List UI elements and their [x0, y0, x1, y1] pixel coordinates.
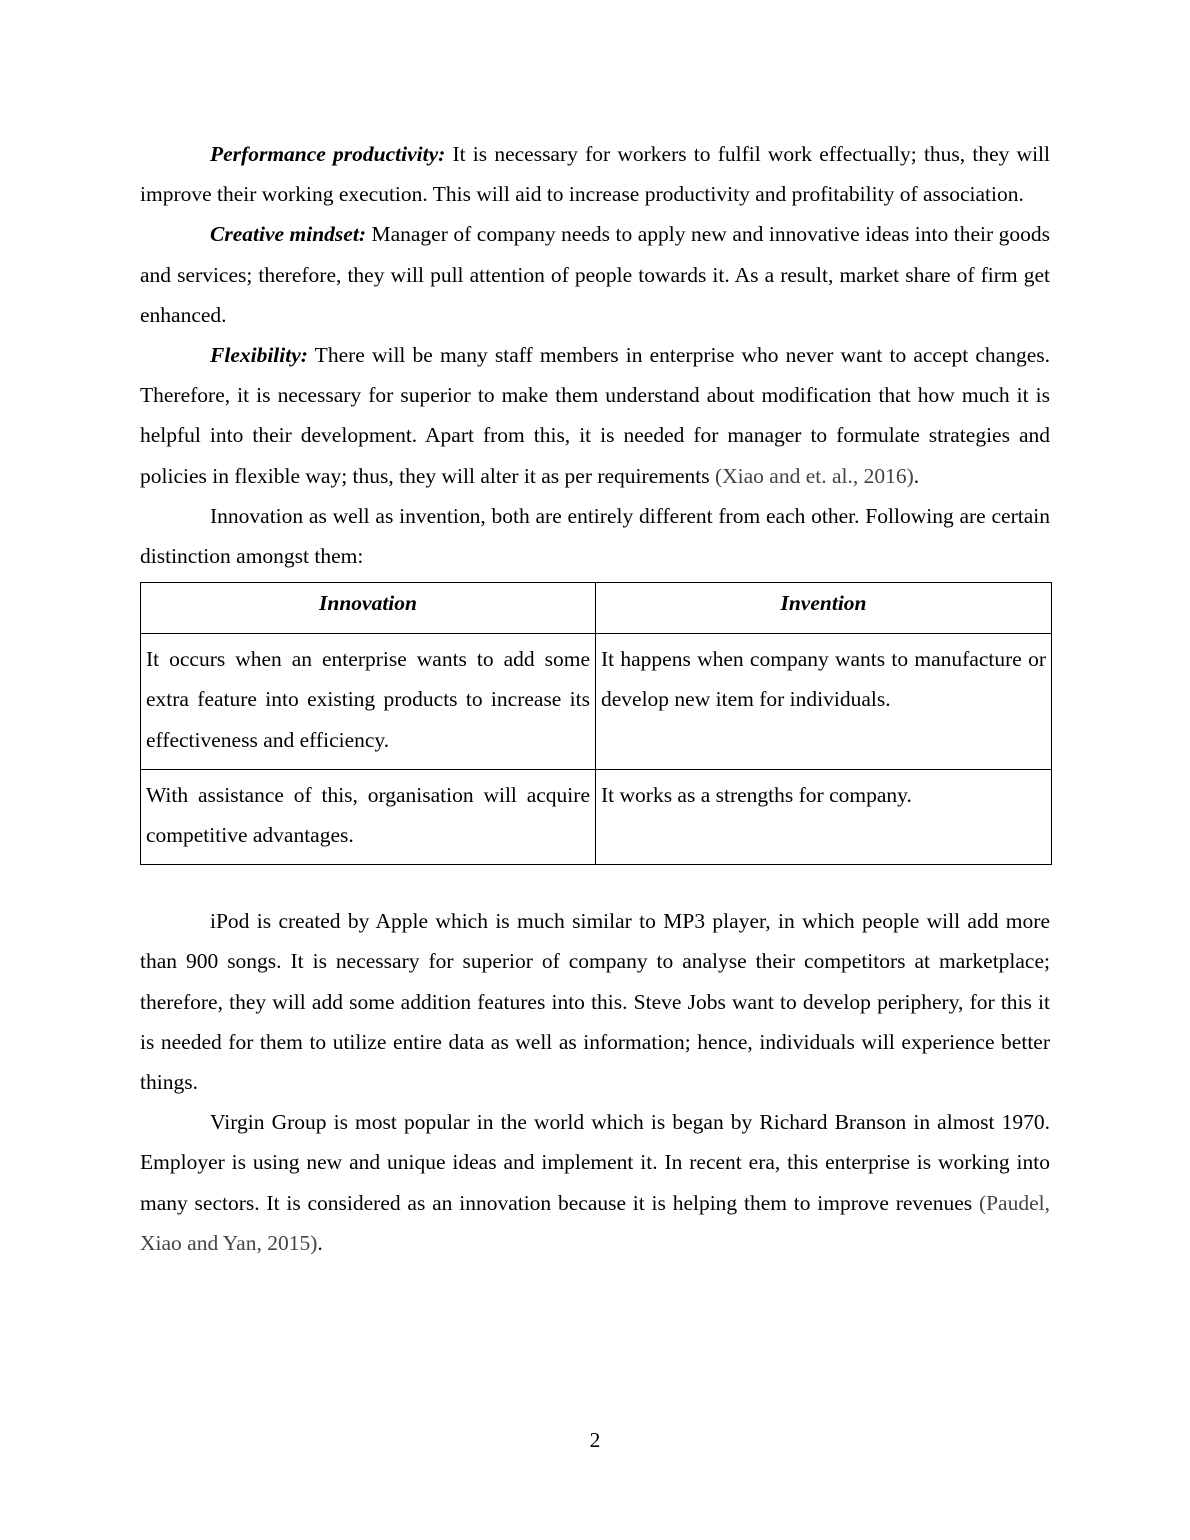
- term-flexibility: Flexibility:: [210, 343, 308, 368]
- comparison-table: [140, 582, 1052, 865]
- citation: (Xiao and et. al., 2016): [714, 463, 914, 488]
- paragraph-end: .: [317, 1230, 323, 1255]
- paragraph-creative-mindset: [140, 214, 1050, 335]
- document-page: [140, 134, 1050, 1263]
- paragraph-performance-productivity: [140, 134, 1050, 214]
- paragraph-text: Manager of company needs to apply new and innovative ideas into their goods and services; therefore, they will pull attention of people towards it. As a result, market share of firm get enhanced.: [140, 222, 1050, 327]
- table-cell-innovation: It occurs when an enterprise wants to add some extra feature into existing products to increase its effectiveness and efficiency.: [141, 634, 596, 770]
- term-performance-productivity: Performance productivity:: [210, 142, 446, 166]
- term-creative-mindset: Creative mindset:: [210, 222, 366, 247]
- paragraph-virgin-group: [140, 1102, 1050, 1263]
- paragraph-flexibility: [140, 335, 1050, 496]
- citation: (Paudel, Xiao and Yan, 2015): [140, 1190, 1050, 1255]
- paragraph-end: .: [913, 463, 920, 488]
- column-header-innovation: Innovation: [141, 583, 596, 634]
- table-cell-invention: It works as a strengths for company.: [596, 769, 1052, 864]
- table-row: [141, 634, 1052, 770]
- table-header-row: [141, 583, 1052, 634]
- paragraph-text: Virgin Group is most popular in the world which is began by Richard Branson in almost 1970. Employer is using new and unique ideas and implement it. In recent era, this enterprise is working into many sectors. It is considered as an innovation because it is helping them to improve revenues: [140, 1110, 1050, 1215]
- paragraph-table-intro: [140, 496, 1050, 576]
- paragraph-text: It is necessary for workers to fulfil work effectually; thus, they will improve their working execution. This will aid to increase productivity and profitability of association.: [140, 142, 1050, 207]
- paragraph-text: Innovation as well as invention, both are entirely different from each other. Following are certain distinction amongst them:: [140, 503, 1050, 569]
- paragraph-ipod: [140, 901, 1050, 1102]
- table-cell-innovation: With assistance of this, organisation will acquire competitive advantages.: [141, 769, 596, 864]
- column-header-invention: Invention: [596, 583, 1052, 634]
- paragraph-text: iPod is created by Apple which is much similar to MP3 player, in which people will add more than 900 songs. It is necessary for superior of company to analyse their competitors at marketplace; therefore, they will add some addition features into this. Steve Jobs want to develop periphery, for this it is needed for them to utilize entire data as well as information; hence, individuals will experience better things.: [140, 909, 1050, 1095]
- page-number: 2: [589, 1428, 601, 1452]
- table-row: [141, 769, 1052, 864]
- table-cell-invention: It happens when company wants to manufacture or develop new item for individuals.: [596, 634, 1052, 770]
- paragraph-text: There will be many staff members in enterprise who never want to accept changes. Therefore, it is necessary for superior to make them understand about modification that how much it is helpful into their development. Apart from this, it is needed for manager to formulate strategies and policies in flexible way; thus, they will alter it as per requirements: [140, 343, 1050, 488]
